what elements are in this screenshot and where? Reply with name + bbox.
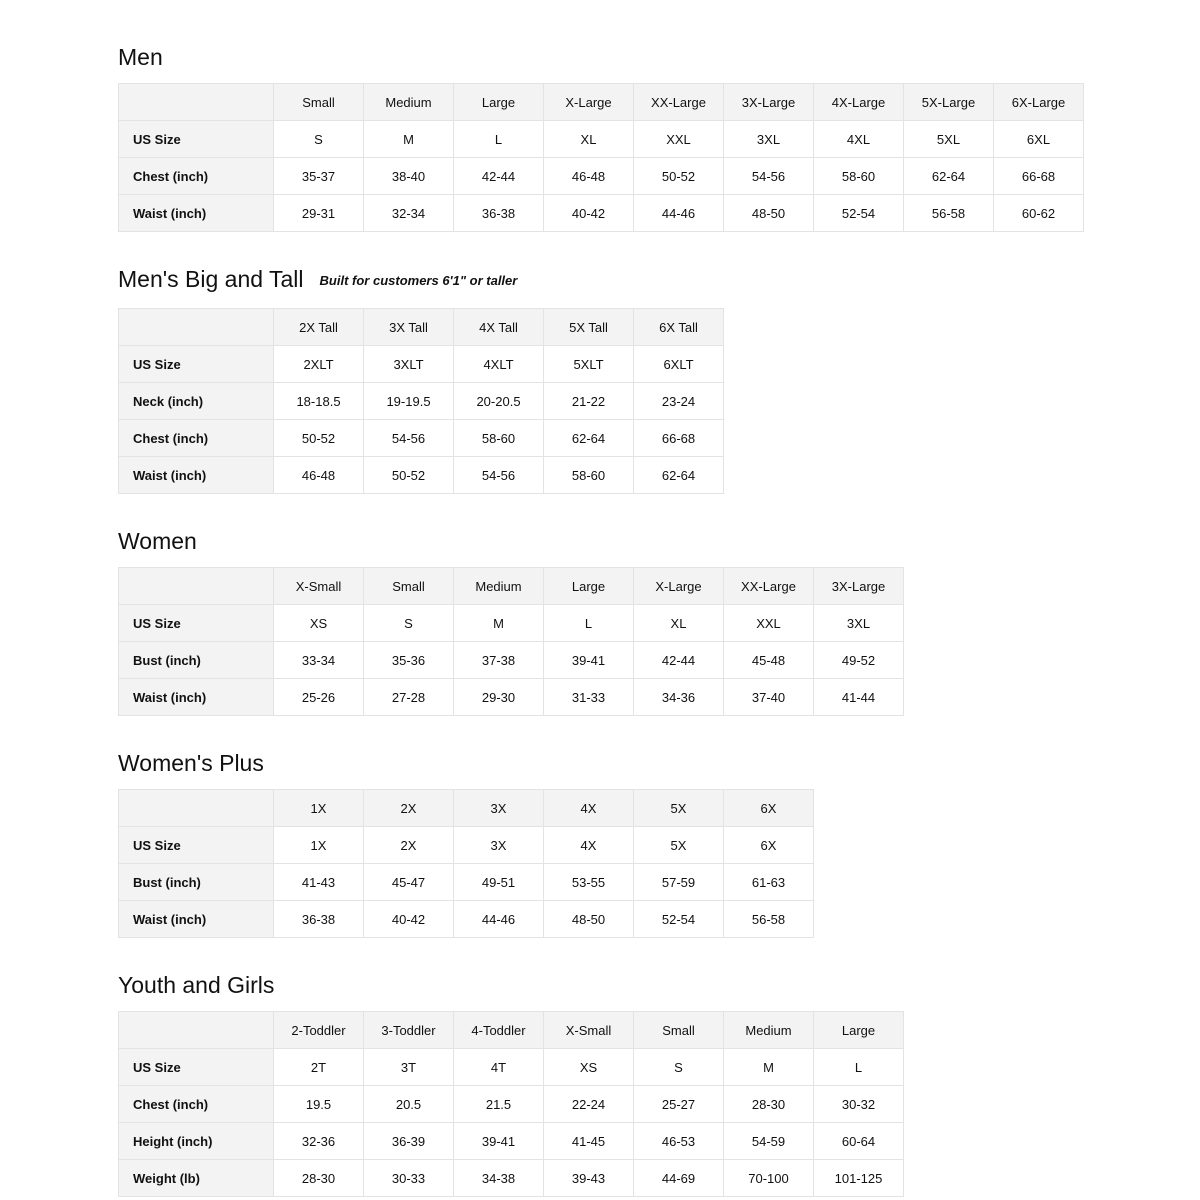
data-cell: 39-41 (544, 642, 634, 679)
data-cell: 6X (724, 827, 814, 864)
table-row (119, 1123, 904, 1160)
data-cell: XS (274, 605, 364, 642)
youth-and-girls-size-table-container (118, 1011, 1200, 1197)
table-row (119, 457, 724, 494)
section-title-text: Men's Big and Tall (118, 266, 304, 292)
data-cell: 3XL (724, 121, 814, 158)
data-cell: 41-44 (814, 679, 904, 716)
data-cell: 25-27 (634, 1086, 724, 1123)
data-cell: S (634, 1049, 724, 1086)
mens-big-and-tall-size-table-container (118, 308, 1200, 494)
data-cell: 39-43 (544, 1160, 634, 1197)
column-header-cell: 2X Tall (274, 309, 364, 346)
data-cell: XL (544, 121, 634, 158)
data-cell: 21.5 (454, 1086, 544, 1123)
data-cell: 41-45 (544, 1123, 634, 1160)
corner-cell (119, 84, 274, 121)
column-header-cell: 6X-Large (994, 84, 1084, 121)
data-cell: 30-32 (814, 1086, 904, 1123)
column-header-cell: 3X (454, 790, 544, 827)
row-label-cell: Weight (lb) (119, 1160, 274, 1197)
data-cell: 58-60 (814, 158, 904, 195)
size-table (118, 1011, 904, 1197)
data-cell: 19.5 (274, 1086, 364, 1123)
column-header-cell: X-Large (544, 84, 634, 121)
section-title-womens-plus (118, 750, 1200, 777)
data-cell: 27-28 (364, 679, 454, 716)
data-cell: 28-30 (724, 1086, 814, 1123)
data-cell: 48-50 (544, 901, 634, 938)
data-cell: M (454, 605, 544, 642)
column-header-cell: 3X-Large (814, 568, 904, 605)
data-cell: 46-53 (634, 1123, 724, 1160)
data-cell: 53-55 (544, 864, 634, 901)
column-header-cell: XX-Large (634, 84, 724, 121)
data-cell: S (364, 605, 454, 642)
row-label-cell: Chest (inch) (119, 158, 274, 195)
data-cell: 4XLT (454, 346, 544, 383)
data-cell: 41-43 (274, 864, 364, 901)
section-title-text: Men (118, 44, 163, 70)
data-cell: M (364, 121, 454, 158)
column-header-cell: Medium (454, 568, 544, 605)
data-cell: 38-40 (364, 158, 454, 195)
data-cell: 58-60 (544, 457, 634, 494)
data-cell: 3XL (814, 605, 904, 642)
data-cell: 54-59 (724, 1123, 814, 1160)
column-header-cell: Small (364, 568, 454, 605)
column-header-cell: Small (274, 84, 364, 121)
data-cell: 23-24 (634, 383, 724, 420)
section-title-text: Women's Plus (118, 750, 264, 776)
data-cell: 5X (634, 827, 724, 864)
data-cell: 2XLT (274, 346, 364, 383)
data-cell: 44-69 (634, 1160, 724, 1197)
data-cell: 32-34 (364, 195, 454, 232)
section-title-text: Youth and Girls (118, 972, 275, 998)
table-row (119, 158, 1084, 195)
data-cell: L (454, 121, 544, 158)
data-cell: 66-68 (634, 420, 724, 457)
column-header-cell: X-Large (634, 568, 724, 605)
section-title-women (118, 528, 1200, 555)
data-cell: 25-26 (274, 679, 364, 716)
data-cell: 62-64 (634, 457, 724, 494)
section-title-text: Women (118, 528, 197, 554)
column-header-cell: XX-Large (724, 568, 814, 605)
data-cell: 36-39 (364, 1123, 454, 1160)
data-cell: 48-50 (724, 195, 814, 232)
data-cell: 5XLT (544, 346, 634, 383)
data-cell: 3T (364, 1049, 454, 1086)
data-cell: 6XL (994, 121, 1084, 158)
data-cell: 30-33 (364, 1160, 454, 1197)
data-cell: 18-18.5 (274, 383, 364, 420)
data-cell: 32-36 (274, 1123, 364, 1160)
data-cell: 3XLT (364, 346, 454, 383)
men-size-table-container (118, 83, 1200, 232)
data-cell: 56-58 (904, 195, 994, 232)
data-cell: 62-64 (904, 158, 994, 195)
data-cell: 4T (454, 1049, 544, 1086)
section-women (118, 528, 1200, 716)
column-header-cell: Large (544, 568, 634, 605)
header-row (119, 790, 814, 827)
data-cell: 54-56 (364, 420, 454, 457)
column-header-cell: 5X Tall (544, 309, 634, 346)
row-label-cell: US Size (119, 827, 274, 864)
data-cell: 37-40 (724, 679, 814, 716)
data-cell: 54-56 (454, 457, 544, 494)
data-cell: XXL (634, 121, 724, 158)
data-cell: 52-54 (814, 195, 904, 232)
data-cell: 46-48 (544, 158, 634, 195)
corner-cell (119, 568, 274, 605)
data-cell: 28-30 (274, 1160, 364, 1197)
header-row (119, 1012, 904, 1049)
column-header-cell: 6X (724, 790, 814, 827)
data-cell: 60-64 (814, 1123, 904, 1160)
table-row (119, 679, 904, 716)
data-cell: 20-20.5 (454, 383, 544, 420)
data-cell: 54-56 (724, 158, 814, 195)
header-row (119, 84, 1084, 121)
data-cell: 35-37 (274, 158, 364, 195)
column-header-cell: Medium (364, 84, 454, 121)
row-label-cell: Height (inch) (119, 1123, 274, 1160)
data-cell: 40-42 (364, 901, 454, 938)
section-mens-big-and-tall (118, 266, 1200, 494)
size-table (118, 308, 724, 494)
column-header-cell: 5X-Large (904, 84, 994, 121)
section-men (118, 44, 1200, 232)
column-header-cell: 4X (544, 790, 634, 827)
data-cell: XL (634, 605, 724, 642)
column-header-cell: 4-Toddler (454, 1012, 544, 1049)
data-cell: XXL (724, 605, 814, 642)
table-row (119, 195, 1084, 232)
data-cell: 66-68 (994, 158, 1084, 195)
data-cell: 50-52 (364, 457, 454, 494)
section-subtitle: Built for customers 6'1" or taller (319, 273, 518, 288)
section-youth-and-girls (118, 972, 1200, 1197)
data-cell: 62-64 (544, 420, 634, 457)
header-row (119, 568, 904, 605)
column-header-cell: X-Small (274, 568, 364, 605)
header-row (119, 309, 724, 346)
corner-cell (119, 309, 274, 346)
data-cell: 70-100 (724, 1160, 814, 1197)
data-cell: 34-36 (634, 679, 724, 716)
data-cell: 61-63 (724, 864, 814, 901)
table-row (119, 1049, 904, 1086)
table-row (119, 827, 814, 864)
table-row (119, 642, 904, 679)
data-cell: 40-42 (544, 195, 634, 232)
data-cell: 29-31 (274, 195, 364, 232)
data-cell: 57-59 (634, 864, 724, 901)
column-header-cell: Large (814, 1012, 904, 1049)
data-cell: 37-38 (454, 642, 544, 679)
table-row (119, 864, 814, 901)
data-cell: 2X (364, 827, 454, 864)
data-cell: 19-19.5 (364, 383, 454, 420)
row-label-cell: Bust (inch) (119, 642, 274, 679)
column-header-cell: 4X Tall (454, 309, 544, 346)
row-label-cell: US Size (119, 346, 274, 383)
column-header-cell: 2-Toddler (274, 1012, 364, 1049)
column-header-cell: 3X Tall (364, 309, 454, 346)
data-cell: 45-48 (724, 642, 814, 679)
data-cell: 22-24 (544, 1086, 634, 1123)
data-cell: 44-46 (634, 195, 724, 232)
row-label-cell: Waist (inch) (119, 195, 274, 232)
row-label-cell: Chest (inch) (119, 1086, 274, 1123)
data-cell: 50-52 (274, 420, 364, 457)
data-cell: 36-38 (274, 901, 364, 938)
data-cell: 4X (544, 827, 634, 864)
data-cell: 21-22 (544, 383, 634, 420)
column-header-cell: 6X Tall (634, 309, 724, 346)
data-cell: S (274, 121, 364, 158)
data-cell: 49-52 (814, 642, 904, 679)
row-label-cell: Waist (inch) (119, 679, 274, 716)
column-header-cell: Medium (724, 1012, 814, 1049)
corner-cell (119, 1012, 274, 1049)
data-cell: 44-46 (454, 901, 544, 938)
data-cell: 58-60 (454, 420, 544, 457)
data-cell: 35-36 (364, 642, 454, 679)
section-title-men (118, 44, 1200, 71)
data-cell: 3X (454, 827, 544, 864)
row-label-cell: Neck (inch) (119, 383, 274, 420)
data-cell: 34-38 (454, 1160, 544, 1197)
size-table (118, 83, 1084, 232)
data-cell: L (814, 1049, 904, 1086)
column-header-cell: Large (454, 84, 544, 121)
data-cell: XS (544, 1049, 634, 1086)
data-cell: L (544, 605, 634, 642)
row-label-cell: Waist (inch) (119, 901, 274, 938)
data-cell: 101-125 (814, 1160, 904, 1197)
data-cell: 52-54 (634, 901, 724, 938)
data-cell: 42-44 (634, 642, 724, 679)
data-cell: M (724, 1049, 814, 1086)
data-cell: 4XL (814, 121, 904, 158)
column-header-cell: 2X (364, 790, 454, 827)
table-row (119, 1160, 904, 1197)
column-header-cell: X-Small (544, 1012, 634, 1049)
table-row (119, 901, 814, 938)
data-cell: 2T (274, 1049, 364, 1086)
data-cell: 33-34 (274, 642, 364, 679)
column-header-cell: 3-Toddler (364, 1012, 454, 1049)
table-row (119, 1086, 904, 1123)
data-cell: 46-48 (274, 457, 364, 494)
data-cell: 36-38 (454, 195, 544, 232)
table-row (119, 420, 724, 457)
data-cell: 29-30 (454, 679, 544, 716)
women-size-table-container (118, 567, 1200, 716)
column-header-cell: 5X (634, 790, 724, 827)
table-row (119, 605, 904, 642)
data-cell: 39-41 (454, 1123, 544, 1160)
size-table (118, 789, 814, 938)
table-row (119, 121, 1084, 158)
data-cell: 42-44 (454, 158, 544, 195)
corner-cell (119, 790, 274, 827)
section-title-mens-big-and-tall (118, 266, 1200, 296)
column-header-cell: 3X-Large (724, 84, 814, 121)
row-label-cell: US Size (119, 1049, 274, 1086)
table-row (119, 383, 724, 420)
womens-plus-size-table-container (118, 789, 1200, 938)
row-label-cell: Bust (inch) (119, 864, 274, 901)
section-womens-plus (118, 750, 1200, 938)
data-cell: 31-33 (544, 679, 634, 716)
column-header-cell: 4X-Large (814, 84, 904, 121)
data-cell: 1X (274, 827, 364, 864)
row-label-cell: US Size (119, 605, 274, 642)
data-cell: 6XLT (634, 346, 724, 383)
data-cell: 50-52 (634, 158, 724, 195)
data-cell: 56-58 (724, 901, 814, 938)
row-label-cell: Chest (inch) (119, 420, 274, 457)
data-cell: 45-47 (364, 864, 454, 901)
data-cell: 20.5 (364, 1086, 454, 1123)
row-label-cell: US Size (119, 121, 274, 158)
column-header-cell: 1X (274, 790, 364, 827)
section-title-youth-and-girls (118, 972, 1200, 999)
column-header-cell: Small (634, 1012, 724, 1049)
row-label-cell: Waist (inch) (119, 457, 274, 494)
data-cell: 49-51 (454, 864, 544, 901)
size-table (118, 567, 904, 716)
data-cell: 60-62 (994, 195, 1084, 232)
data-cell: 5XL (904, 121, 994, 158)
table-row (119, 346, 724, 383)
